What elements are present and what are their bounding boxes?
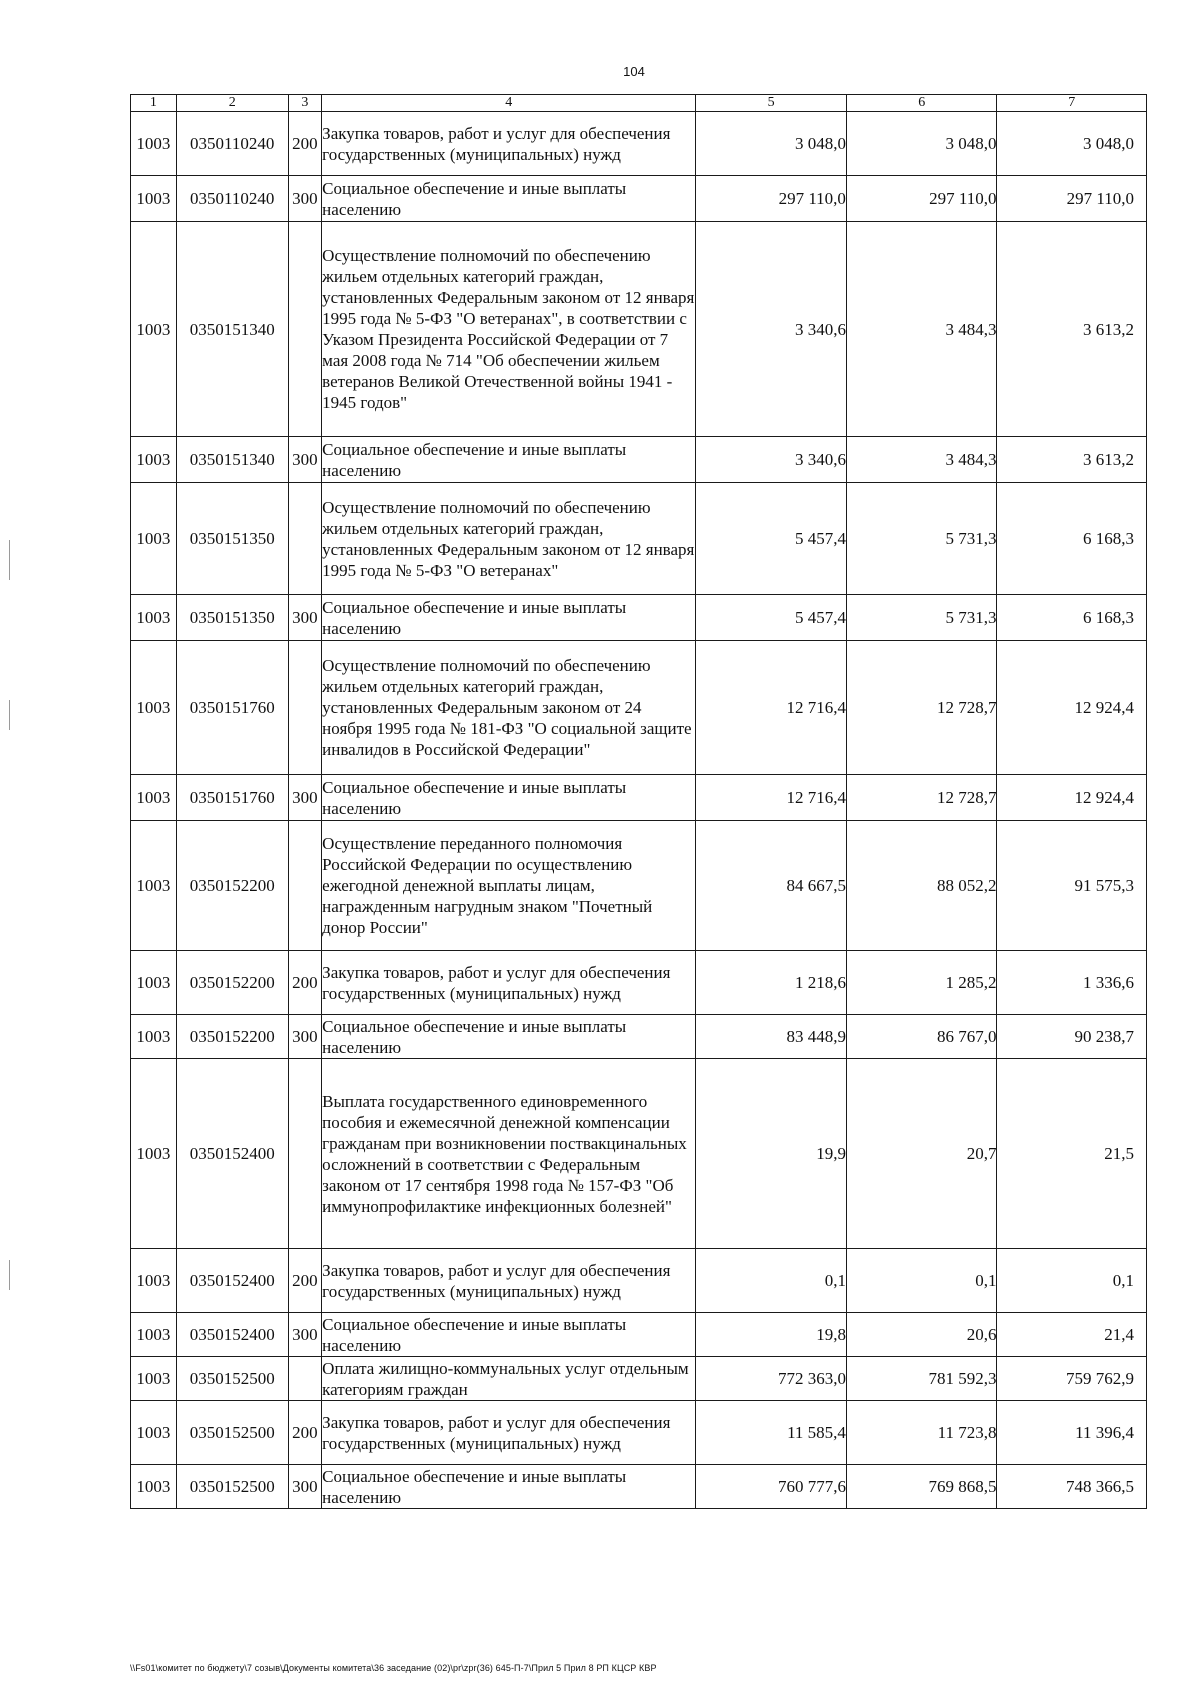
target-article-cell: 0350151350 [176, 483, 288, 595]
amount-cell-6: 5 731,3 [846, 595, 997, 641]
table-row [131, 1401, 1147, 1465]
section-code-cell: 1003 [131, 1015, 177, 1059]
amount-cell-5: 3 340,6 [696, 222, 847, 437]
description-cell: Социальное обеспечение и иные выплаты населению [322, 1465, 696, 1509]
expense-type-cell [288, 821, 322, 951]
table-row [131, 222, 1147, 437]
description-cell: Закупка товаров, работ и услуг для обеспечения государственных (муниципальных) нужд [322, 1249, 696, 1313]
amount-cell-5: 11 585,4 [696, 1401, 847, 1465]
description-cell: Выплата государственного единовременного пособия и ежемесячной денежной компенсации гражданам при возникновении поствакцинальных осложнений в соответствии с Федеральным законом от 17 сентября 1998 года № 157-ФЗ "Об иммунопрофилактике инфекционных болезней" [322, 1059, 696, 1249]
amount-cell-5: 760 777,6 [696, 1465, 847, 1509]
amount-cell-7: 6 168,3 [997, 483, 1147, 595]
amount-cell-7: 91 575,3 [997, 821, 1147, 951]
amount-cell-7: 21,4 [997, 1313, 1147, 1357]
target-article-cell: 0350152500 [176, 1465, 288, 1509]
section-code-cell: 1003 [131, 483, 177, 595]
description-cell: Закупка товаров, работ и услуг для обеспечения государственных (муниципальных) нужд [322, 951, 696, 1015]
target-article-cell: 0350151760 [176, 775, 288, 821]
target-article-cell: 0350151760 [176, 641, 288, 775]
column-header-6: 6 [846, 95, 997, 112]
amount-cell-5: 3 048,0 [696, 112, 847, 176]
expense-type-cell [288, 483, 322, 595]
expense-type-cell [288, 1357, 322, 1401]
column-header-1: 1 [131, 95, 177, 112]
amount-cell-6: 769 868,5 [846, 1465, 997, 1509]
amount-cell-6: 3 484,3 [846, 222, 997, 437]
description-cell: Социальное обеспечение и иные выплаты населению [322, 1015, 696, 1059]
section-code-cell: 1003 [131, 112, 177, 176]
description-cell: Социальное обеспечение и иные выплаты населению [322, 1313, 696, 1357]
amount-cell-6: 86 767,0 [846, 1015, 997, 1059]
scan-margin-line [9, 700, 10, 730]
expense-type-cell [288, 641, 322, 775]
column-header-7: 7 [997, 95, 1147, 112]
expense-type-cell: 300 [288, 1015, 322, 1059]
amount-cell-5: 0,1 [696, 1249, 847, 1313]
amount-cell-7: 3 613,2 [997, 437, 1147, 483]
amount-cell-5: 3 340,6 [696, 437, 847, 483]
section-code-cell: 1003 [131, 951, 177, 1015]
expense-type-cell: 300 [288, 1465, 322, 1509]
amount-cell-7: 6 168,3 [997, 595, 1147, 641]
amount-cell-5: 12 716,4 [696, 641, 847, 775]
target-article-cell: 0350151340 [176, 437, 288, 483]
description-cell: Закупка товаров, работ и услуг для обеспечения государственных (муниципальных) нужд [322, 1401, 696, 1465]
expense-type-cell: 300 [288, 1313, 322, 1357]
description-cell: Социальное обеспечение и иные выплаты населению [322, 437, 696, 483]
amount-cell-7: 21,5 [997, 1059, 1147, 1249]
amount-cell-5: 297 110,0 [696, 176, 847, 222]
target-article-cell: 0350151340 [176, 222, 288, 437]
amount-cell-7: 1 336,6 [997, 951, 1147, 1015]
table-row [131, 1465, 1147, 1509]
amount-cell-7: 3 048,0 [997, 112, 1147, 176]
table-row [131, 176, 1147, 222]
section-code-cell: 1003 [131, 595, 177, 641]
target-article-cell: 0350152400 [176, 1249, 288, 1313]
section-code-cell: 1003 [131, 437, 177, 483]
table-row [131, 1059, 1147, 1249]
table-row [131, 1249, 1147, 1313]
target-article-cell: 0350152200 [176, 821, 288, 951]
section-code-cell: 1003 [131, 176, 177, 222]
column-header-4: 4 [322, 95, 696, 112]
amount-cell-7: 748 366,5 [997, 1465, 1147, 1509]
description-cell: Осуществление полномочий по обеспечению жильем отдельных категорий граждан, установленных Федеральным законом от 24 ноября 1995 года № 181-ФЗ "О социальной защите инвалидов в Российской Федерации" [322, 641, 696, 775]
amount-cell-5: 19,9 [696, 1059, 847, 1249]
section-code-cell: 1003 [131, 821, 177, 951]
amount-cell-5: 12 716,4 [696, 775, 847, 821]
target-article-cell: 0350110240 [176, 176, 288, 222]
target-article-cell: 0350152400 [176, 1313, 288, 1357]
section-code-cell: 1003 [131, 1313, 177, 1357]
description-cell: Закупка товаров, работ и услуг для обеспечения государственных (муниципальных) нужд [322, 112, 696, 176]
scan-margin-line [9, 1260, 10, 1290]
expense-type-cell: 300 [288, 595, 322, 641]
page-number: 104 [623, 64, 645, 79]
section-code-cell: 1003 [131, 1465, 177, 1509]
column-header-3: 3 [288, 95, 322, 112]
section-code-cell: 1003 [131, 1357, 177, 1401]
table-row [131, 112, 1147, 176]
description-cell: Социальное обеспечение и иные выплаты населению [322, 176, 696, 222]
table-row [131, 1357, 1147, 1401]
amount-cell-7: 12 924,4 [997, 775, 1147, 821]
amount-cell-7: 759 762,9 [997, 1357, 1147, 1401]
header-row [131, 95, 1147, 112]
target-article-cell: 0350152500 [176, 1357, 288, 1401]
amount-cell-7: 12 924,4 [997, 641, 1147, 775]
target-article-cell: 0350152500 [176, 1401, 288, 1465]
amount-cell-6: 11 723,8 [846, 1401, 997, 1465]
table-row [131, 595, 1147, 641]
description-cell: Осуществление полномочий по обеспечению жильем отдельных категорий граждан, установленных Федеральным законом от 12 января 1995 года № 5-ФЗ "О ветеранах" [322, 483, 696, 595]
amount-cell-7: 90 238,7 [997, 1015, 1147, 1059]
table-row [131, 483, 1147, 595]
amount-cell-6: 20,7 [846, 1059, 997, 1249]
section-code-cell: 1003 [131, 775, 177, 821]
expense-type-cell [288, 222, 322, 437]
column-header-5: 5 [696, 95, 847, 112]
section-code-cell: 1003 [131, 1401, 177, 1465]
target-article-cell: 0350110240 [176, 112, 288, 176]
expense-type-cell: 300 [288, 176, 322, 222]
description-cell: Осуществление переданного полномочия Российской Федерации по осуществлению ежегодной денежной выплаты лицам, награжденным нагрудным знаком "Почетный донор России" [322, 821, 696, 951]
description-cell: Социальное обеспечение и иные выплаты населению [322, 775, 696, 821]
amount-cell-6: 0,1 [846, 1249, 997, 1313]
expense-type-cell: 200 [288, 1249, 322, 1313]
expense-type-cell: 300 [288, 775, 322, 821]
amount-cell-7: 0,1 [997, 1249, 1147, 1313]
column-header-2: 2 [176, 95, 288, 112]
amount-cell-6: 1 285,2 [846, 951, 997, 1015]
section-code-cell: 1003 [131, 1059, 177, 1249]
expense-type-cell: 200 [288, 112, 322, 176]
amount-cell-5: 5 457,4 [696, 483, 847, 595]
amount-cell-6: 20,6 [846, 1313, 997, 1357]
budget-table [130, 94, 1147, 1509]
expense-type-cell [288, 1059, 322, 1249]
scan-margin-line [9, 540, 10, 580]
amount-cell-7: 297 110,0 [997, 176, 1147, 222]
table-row [131, 641, 1147, 775]
amount-cell-7: 3 613,2 [997, 222, 1147, 437]
amount-cell-6: 12 728,7 [846, 641, 997, 775]
description-cell: Оплата жилищно-коммунальных услуг отдельным категориям граждан [322, 1357, 696, 1401]
description-cell: Осуществление полномочий по обеспечению жильем отдельных категорий граждан, установленных Федеральным законом от 12 января 1995 года № 5-ФЗ "О ветеранах", в соответствии с Указом Президента Российской Федерации от 7 мая 2008 года № 714 "Об обеспечении жильем ветеранов Великой Отечественной войны 1941 - 1945 годов" [322, 222, 696, 437]
amount-cell-6: 5 731,3 [846, 483, 997, 595]
footer-file-path: \\Fs01\комитет по бюджету\7 созыв\Документы комитета\36 заседание (02)\pr\zpr(36) 645-П-7\Прил 5 Прил 8 РП КЦСР КВР [130, 1663, 657, 1673]
table-body [131, 112, 1147, 1509]
amount-cell-6: 297 110,0 [846, 176, 997, 222]
amount-cell-5: 5 457,4 [696, 595, 847, 641]
target-article-cell: 0350151350 [176, 595, 288, 641]
table-row [131, 821, 1147, 951]
amount-cell-7: 11 396,4 [997, 1401, 1147, 1465]
amount-cell-6: 781 592,3 [846, 1357, 997, 1401]
table-row [131, 1313, 1147, 1357]
expense-type-cell: 200 [288, 1401, 322, 1465]
target-article-cell: 0350152400 [176, 1059, 288, 1249]
amount-cell-6: 3 484,3 [846, 437, 997, 483]
table-row [131, 951, 1147, 1015]
section-code-cell: 1003 [131, 1249, 177, 1313]
amount-cell-5: 84 667,5 [696, 821, 847, 951]
expense-type-cell: 200 [288, 951, 322, 1015]
table-row [131, 775, 1147, 821]
amount-cell-6: 12 728,7 [846, 775, 997, 821]
expense-type-cell: 300 [288, 437, 322, 483]
amount-cell-5: 19,8 [696, 1313, 847, 1357]
target-article-cell: 0350152200 [176, 951, 288, 1015]
table-row [131, 437, 1147, 483]
section-code-cell: 1003 [131, 641, 177, 775]
amount-cell-6: 88 052,2 [846, 821, 997, 951]
table-row [131, 1015, 1147, 1059]
amount-cell-5: 83 448,9 [696, 1015, 847, 1059]
amount-cell-5: 1 218,6 [696, 951, 847, 1015]
amount-cell-5: 772 363,0 [696, 1357, 847, 1401]
amount-cell-6: 3 048,0 [846, 112, 997, 176]
section-code-cell: 1003 [131, 222, 177, 437]
target-article-cell: 0350152200 [176, 1015, 288, 1059]
description-cell: Социальное обеспечение и иные выплаты населению [322, 595, 696, 641]
